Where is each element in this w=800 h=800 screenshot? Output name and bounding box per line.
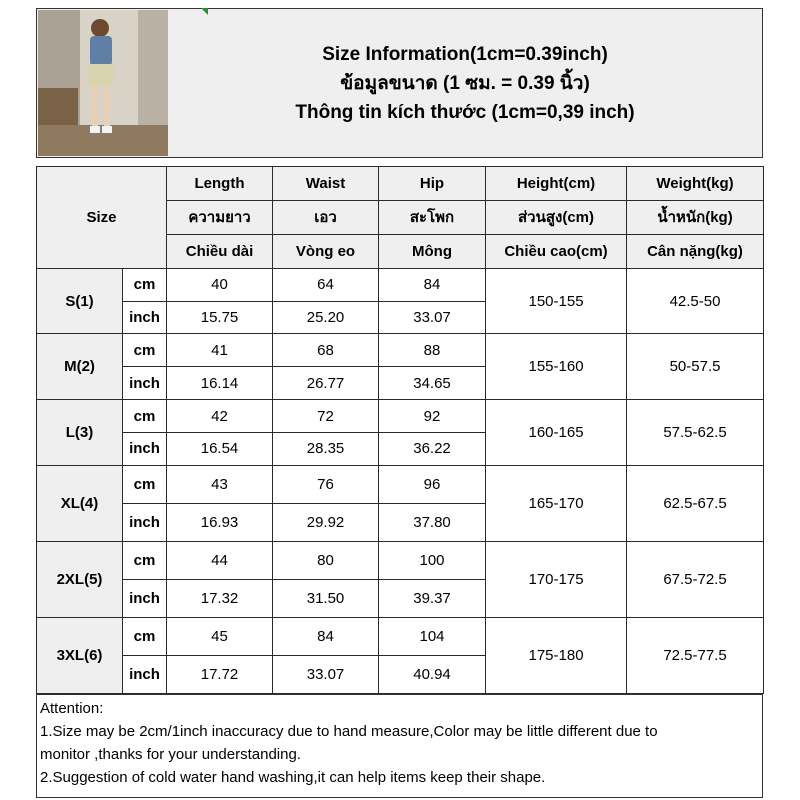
waist-inch: 25.20 [273,301,379,334]
height-range: 150-155 [486,268,627,334]
model-photo [38,10,168,156]
size-name: 2XL(5) [37,541,123,617]
col-header-waist-vi: Vòng eo [273,234,379,268]
size-name: 3XL(6) [37,617,123,693]
waist-inch: 28.35 [273,432,379,465]
hip-cm: 100 [379,541,486,579]
col-header-weight-thai: น้ำหนัก(kg) [627,200,764,234]
header-panel [36,8,763,158]
height-range: 165-170 [486,465,627,541]
unit-inch-label: inch [123,367,167,400]
weight-range: 72.5-77.5 [627,617,764,693]
col-header-length: Length [167,167,273,201]
waist-cm: 84 [273,617,379,655]
waist-inch: 26.77 [273,367,379,400]
length-cm: 45 [167,617,273,655]
waist-inch: 33.07 [273,655,379,693]
title-english: Size Information(1cm=0.39inch) [322,43,608,65]
table-row [37,617,764,655]
length-inch: 16.93 [167,503,273,541]
unit-cm-label: cm [123,465,167,503]
table-row [37,268,764,301]
length-cm: 44 [167,541,273,579]
hip-cm: 88 [379,334,486,367]
hip-cm: 92 [379,400,486,433]
size-name: XL(4) [37,465,123,541]
col-header-length-vi: Chiều dài [167,234,273,268]
height-range: 170-175 [486,541,627,617]
hip-inch: 33.07 [379,301,486,334]
weight-range: 42.5-50 [627,268,764,334]
weight-range: 62.5-67.5 [627,465,764,541]
waist-cm: 72 [273,400,379,433]
hip-cm: 96 [379,465,486,503]
table-row [37,400,764,433]
length-inch: 16.54 [167,432,273,465]
length-inch: 17.32 [167,579,273,617]
table-row [37,541,764,579]
size-name: S(1) [37,268,123,334]
weight-range: 57.5-62.5 [627,400,764,466]
title-thai: ข้อมูลขนาด (1 ซม. = 0.39 นิ้ว) [340,72,590,94]
waist-cm: 68 [273,334,379,367]
table-row [37,465,764,503]
weight-range: 50-57.5 [627,334,764,400]
size-table [36,166,764,694]
length-inch: 15.75 [167,301,273,334]
col-header-waist: Waist [273,167,379,201]
unit-cm-label: cm [123,541,167,579]
size-chart [36,8,763,798]
col-header-hip-thai: สะโพก [379,200,486,234]
waist-cm: 76 [273,465,379,503]
unit-cm-label: cm [123,334,167,367]
unit-inch-label: inch [123,579,167,617]
col-header-hip: Hip [379,167,486,201]
size-name: M(2) [37,334,123,400]
size-name: L(3) [37,400,123,466]
table-row [37,334,764,367]
col-header-weight-vi: Cân nặng(kg) [627,234,764,268]
height-range: 155-160 [486,334,627,400]
col-header-hip-vi: Mông [379,234,486,268]
attention-line-2: 2.Suggestion of cold water hand washing,it can help items keep their shape. [40,769,546,786]
unit-cm-label: cm [123,400,167,433]
waist-inch: 31.50 [273,579,379,617]
col-header-height: Height(cm) [486,167,627,201]
attention-notes [36,694,763,798]
hip-inch: 36.22 [379,432,486,465]
hip-cm: 104 [379,617,486,655]
corner-mark-icon [201,8,208,15]
col-header-length-thai: ความยาว [167,200,273,234]
length-cm: 41 [167,334,273,367]
waist-cm: 80 [273,541,379,579]
col-header-height-thai: ส่วนสูง(cm) [486,200,627,234]
title-vietnamese: Thông tin kích thước (1cm=0,39 inch) [295,101,635,123]
length-cm: 42 [167,400,273,433]
height-range: 160-165 [486,400,627,466]
length-inch: 16.14 [167,367,273,400]
size-header: Size [37,167,167,269]
length-cm: 43 [167,465,273,503]
header-titles [168,9,762,157]
unit-cm-label: cm [123,268,167,301]
attention-line-1b: monitor ,thanks for your understanding. [40,746,301,763]
hip-inch: 34.65 [379,367,486,400]
attention-title: Attention: [40,700,104,717]
waist-inch: 29.92 [273,503,379,541]
unit-inch-label: inch [123,503,167,541]
hip-cm: 84 [379,268,486,301]
col-header-height-vi: Chiều cao(cm) [486,234,627,268]
unit-inch-label: inch [123,655,167,693]
unit-cm-label: cm [123,617,167,655]
unit-inch-label: inch [123,301,167,334]
col-header-waist-thai: เอว [273,200,379,234]
hip-inch: 39.37 [379,579,486,617]
hip-inch: 40.94 [379,655,486,693]
weight-range: 67.5-72.5 [627,541,764,617]
col-header-weight: Weight(kg) [627,167,764,201]
height-range: 175-180 [486,617,627,693]
waist-cm: 64 [273,268,379,301]
hip-inch: 37.80 [379,503,486,541]
attention-line-1a: 1.Size may be 2cm/1inch inaccuracy due to hand measure,Color may be little different due to [40,723,658,740]
header-row-english [37,167,764,201]
length-cm: 40 [167,268,273,301]
length-inch: 17.72 [167,655,273,693]
unit-inch-label: inch [123,432,167,465]
